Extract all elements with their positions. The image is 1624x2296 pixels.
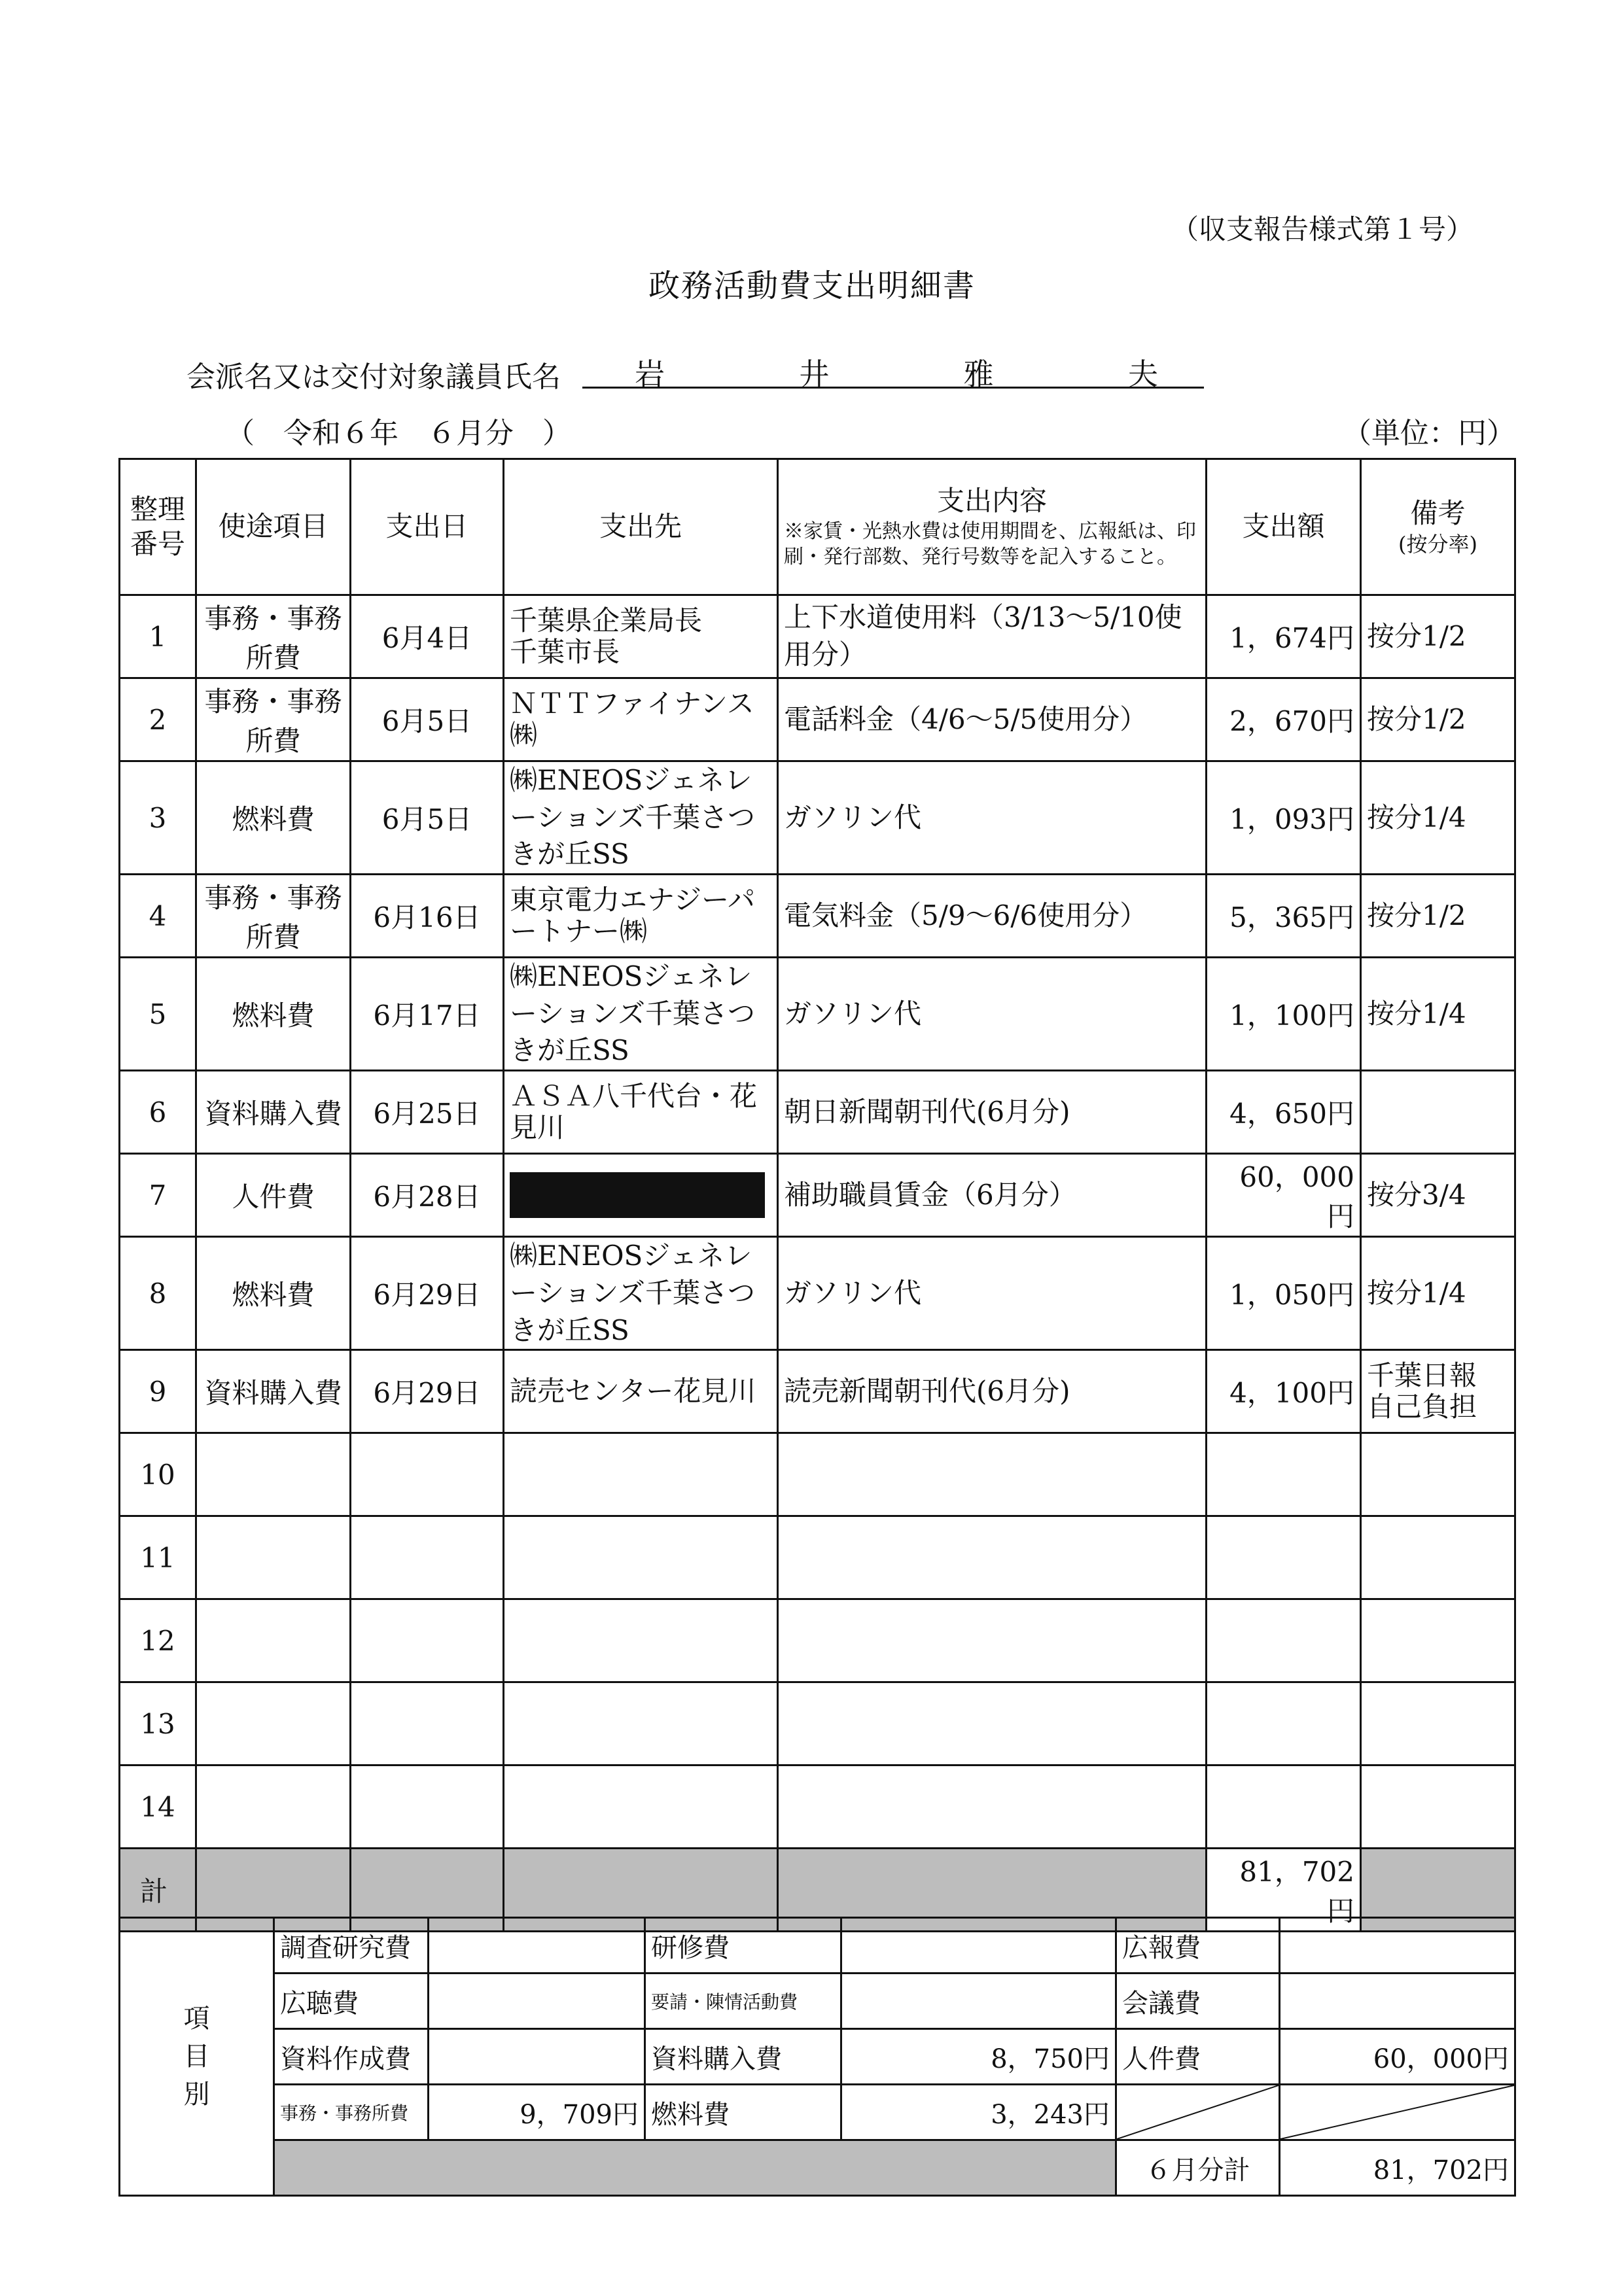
row-date: 6月17日: [351, 958, 504, 1071]
row-content: [778, 1599, 1207, 1682]
row-no: 4: [120, 875, 196, 958]
row-content: [778, 1682, 1207, 1765]
value-training: [841, 1918, 1116, 1974]
row-date: [351, 1599, 504, 1682]
row-remarks: [1361, 1071, 1515, 1154]
row-use: 燃料費: [196, 761, 351, 875]
row-payee: [504, 1682, 778, 1765]
row-use: 燃料費: [196, 1237, 351, 1350]
row-amount: 1，674円: [1207, 595, 1361, 678]
member-name-char: 雅: [963, 357, 994, 392]
row-no: 3: [120, 761, 196, 875]
label-hearing: 広聴費: [274, 1974, 429, 2029]
row-amount: [1207, 1516, 1361, 1599]
header-remarks-sub: (按分率): [1398, 531, 1477, 557]
value-meeting: [1280, 1974, 1515, 2029]
row-date: 6月28日: [351, 1154, 504, 1237]
table-row: [120, 1237, 1515, 1350]
row-content: 補助職員賃金（6月分）: [778, 1154, 1207, 1237]
row-content: ガソリン代: [778, 761, 1207, 875]
label-materials-make: 資料作成費: [274, 2029, 429, 2085]
total-label: 計: [120, 1849, 196, 1932]
value-research: [429, 1918, 645, 1974]
row-no: 9: [120, 1350, 196, 1433]
row-content: 朝日新聞朝刊代(6月分): [778, 1071, 1207, 1154]
row-date: [351, 1682, 504, 1765]
header-use: 使途項目: [196, 459, 351, 595]
row-payee: 東京電力エナジーパートナー㈱: [504, 875, 778, 958]
row-remarks: 按分1/4: [1361, 958, 1515, 1071]
row-amount: 1，050円: [1207, 1237, 1361, 1350]
label-pr: 広報費: [1116, 1918, 1280, 1974]
row-remarks: 按分1/4: [1361, 761, 1515, 875]
row-remarks: [1361, 1433, 1515, 1516]
member-name-char: 井: [799, 357, 830, 392]
table-row: [120, 595, 1515, 678]
document-title: 政務活動費支出明細書: [648, 268, 976, 304]
total-amount: 81，702円: [1207, 1849, 1361, 1932]
row-date: 6月5日: [351, 761, 504, 875]
row-amount: 2，670円: [1207, 678, 1361, 761]
row-use: 事務・事務所費: [196, 678, 351, 761]
row-remarks: 千葉日報 自己負担: [1361, 1350, 1515, 1433]
label-personnel: 人件費: [1116, 2029, 1280, 2085]
row-amount: [1207, 1682, 1361, 1765]
member-name-char: 夫: [1127, 357, 1158, 392]
row-payee: ＮＴＴファイナンス㈱: [504, 678, 778, 761]
row-remarks: [1361, 1682, 1515, 1765]
row-date: 6月5日: [351, 678, 504, 761]
row-use: 燃料費: [196, 958, 351, 1071]
value-personnel: 60，000円: [1280, 2029, 1515, 2085]
unused-cell: [1280, 2085, 1515, 2140]
header-content-title: 支出内容: [936, 485, 1047, 517]
row-use: 資料購入費: [196, 1071, 351, 1154]
table-row: [120, 1682, 1515, 1765]
row-payee: [504, 1154, 778, 1237]
row-use: [196, 1516, 351, 1599]
category-side-label: 項 目 別: [120, 1918, 274, 2196]
row-date: [351, 1516, 504, 1599]
row-remarks: 按分1/2: [1361, 678, 1515, 761]
row-amount: [1207, 1765, 1361, 1849]
table-row: [120, 1599, 1515, 1682]
row-use: 資料購入費: [196, 1350, 351, 1433]
row-remarks: [1361, 1599, 1515, 1682]
value-materials-make: [429, 2029, 645, 2085]
label-month-total: ６月分計: [1116, 2140, 1280, 2196]
row-content: 電気料金（5/9～6/6使用分）: [778, 875, 1207, 958]
row-use: [196, 1765, 351, 1849]
row-no: 10: [120, 1433, 196, 1516]
row-remarks: [1361, 1765, 1515, 1849]
row-remarks: 按分1/4: [1361, 1237, 1515, 1350]
row-content: ガソリン代: [778, 1237, 1207, 1350]
table-row: [120, 1765, 1515, 1849]
row-payee: ㈱ENEOSジェネレーションズ千葉さつきが丘SS: [504, 958, 778, 1071]
table-header-row: [120, 459, 1515, 595]
value-petition: [841, 1974, 1116, 2029]
row-amount: [1207, 1599, 1361, 1682]
row-amount: [1207, 1433, 1361, 1516]
row-amount: 5，365円: [1207, 875, 1361, 958]
row-amount: 1，100円: [1207, 958, 1361, 1071]
row-no: 11: [120, 1516, 196, 1599]
row-use: [196, 1433, 351, 1516]
row-use: 事務・事務所費: [196, 595, 351, 678]
value-month-total: 81，702円: [1280, 2140, 1515, 2196]
row-date: 6月16日: [351, 875, 504, 958]
row-payee: ＡＳＡ八千代台・花見川: [504, 1071, 778, 1154]
header-content-note: ※家賃・光熱水費は使用期間を、広報紙は、印刷・発行部数、発行号数等を記入すること。: [784, 519, 1196, 568]
row-no: 14: [120, 1765, 196, 1849]
row-amount: 4，100円: [1207, 1350, 1361, 1433]
row-date: [351, 1765, 504, 1849]
row-no: 6: [120, 1071, 196, 1154]
value-materials-buy: 8，750円: [841, 2029, 1116, 2085]
row-payee: ㈱ENEOSジェネレーションズ千葉さつきが丘SS: [504, 761, 778, 875]
header-remarks-title: 備考: [1410, 497, 1466, 530]
row-date: 6月4日: [351, 595, 504, 678]
value-hearing: [429, 1974, 645, 2029]
header-payee: 支出先: [504, 459, 778, 595]
label-meeting: 会議費: [1116, 1974, 1280, 2029]
row-no: 7: [120, 1154, 196, 1237]
summary-gray-area: [274, 2140, 1116, 2196]
row-remarks: [1361, 1516, 1515, 1599]
label-training: 研修費: [645, 1918, 841, 1974]
row-date: 6月29日: [351, 1350, 504, 1433]
row-no: 12: [120, 1599, 196, 1682]
value-pr: [1280, 1918, 1515, 1974]
row-content: [778, 1433, 1207, 1516]
value-office: 9，709円: [429, 2085, 645, 2140]
row-payee: 読売センター花見川: [504, 1350, 778, 1433]
row-content: 上下水道使用料（3/13～5/10使用分）: [778, 595, 1207, 678]
unit-label: （単位：円）: [1343, 417, 1515, 450]
label-fuel: 燃料費: [645, 2085, 841, 2140]
table-row: [120, 1071, 1515, 1154]
row-no: 13: [120, 1682, 196, 1765]
row-payee: [504, 1599, 778, 1682]
row-content: [778, 1765, 1207, 1849]
label-petition: 要請・陳情活動費: [645, 1974, 841, 2029]
row-payee: [504, 1516, 778, 1599]
row-date: [351, 1433, 504, 1516]
table-row: [120, 1433, 1515, 1516]
header-amount: 支出額: [1207, 459, 1361, 595]
header-remarks: [1361, 459, 1515, 595]
row-no: 8: [120, 1237, 196, 1350]
row-payee: [504, 1765, 778, 1849]
row-use: 人件費: [196, 1154, 351, 1237]
table-row: [120, 958, 1515, 1071]
period: （ 令和６年 ６月分 ）: [226, 417, 571, 450]
row-amount: 1，093円: [1207, 761, 1361, 875]
table-row: [120, 1154, 1515, 1237]
row-content: 電話料金（4/6～5/5使用分）: [778, 678, 1207, 761]
row-payee: ㈱ENEOSジェネレーションズ千葉さつきが丘SS: [504, 1237, 778, 1350]
row-use: [196, 1682, 351, 1765]
row-use: [196, 1599, 351, 1682]
table-row: [120, 761, 1515, 875]
diagonal-line-icon: [1280, 2085, 1514, 2139]
row-amount: 4，650円: [1207, 1071, 1361, 1154]
expense-table: [118, 458, 1516, 1932]
row-payee: [504, 1433, 778, 1516]
form-number: （収支報告様式第１号）: [1171, 213, 1474, 245]
category-summary-table: [118, 1917, 1516, 2197]
row-remarks: 按分1/2: [1361, 875, 1515, 958]
row-remarks: 按分1/2: [1361, 595, 1515, 678]
member-name: [582, 351, 1204, 392]
row-amount: 60，000円: [1207, 1154, 1361, 1237]
row-no: 5: [120, 958, 196, 1071]
header-date: 支出日: [351, 459, 504, 595]
row-date: 6月25日: [351, 1071, 504, 1154]
redacted-block: [510, 1172, 765, 1218]
row-content: 読売新聞朝刊代(6月分): [778, 1350, 1207, 1433]
row-remarks: 按分3/4: [1361, 1154, 1515, 1237]
header-content: [778, 459, 1207, 595]
table-row: [120, 1350, 1515, 1433]
row-no: 2: [120, 678, 196, 761]
member-label: 会派名又は交付対象議員氏名: [186, 360, 561, 394]
table-row: [120, 875, 1515, 958]
label-materials-buy: 資料購入費: [645, 2029, 841, 2085]
label-office: 事務・事務所費: [274, 2085, 429, 2140]
header-no: 整理番号: [120, 459, 196, 595]
value-fuel: 3，243円: [841, 2085, 1116, 2140]
row-date: 6月29日: [351, 1237, 504, 1350]
row-payee: 千葉県企業局長 千葉市長: [504, 595, 778, 678]
member-name-char: 岩: [635, 357, 665, 392]
label-research: 調査研究費: [274, 1918, 429, 1974]
row-content: [778, 1516, 1207, 1599]
row-content: ガソリン代: [778, 958, 1207, 1071]
table-row: [120, 678, 1515, 761]
row-use: 事務・事務所費: [196, 875, 351, 958]
table-row: [120, 1516, 1515, 1599]
row-no: 1: [120, 595, 196, 678]
unused-cell: [1116, 2085, 1280, 2140]
diagonal-line-icon: [1117, 2085, 1279, 2139]
